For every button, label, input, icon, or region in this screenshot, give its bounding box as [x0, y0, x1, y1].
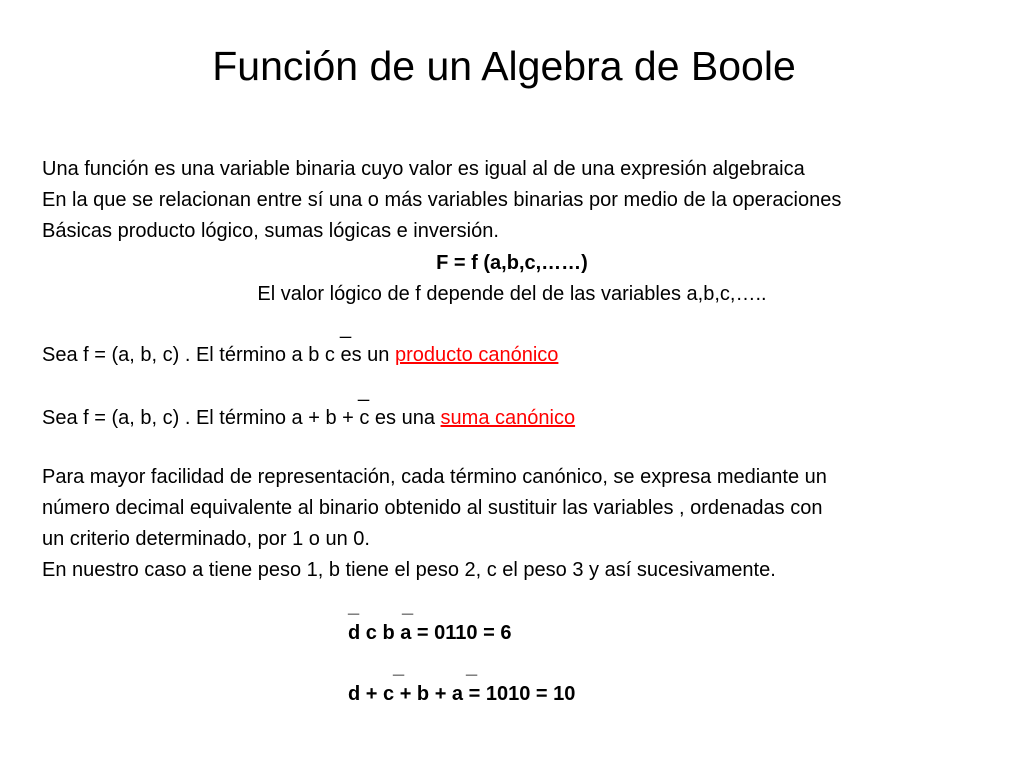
overbar-b-sum: _ [358, 380, 370, 402]
overbar-a-maxterm: _ [466, 656, 478, 678]
paragraph2-line-2: número decimal equivalente al binario obtenido al sustituir las variables , ordenadas con [42, 497, 823, 519]
slide-title: Función de un Algebra de Boole [212, 43, 796, 89]
minterm-example: d c b a = 0110 = 6 [348, 622, 512, 644]
paragraph2-line-1: Para mayor facilidad de representación, cada término canónico, se expresa mediante un [42, 466, 827, 488]
overbar-b-product: _ [340, 317, 352, 339]
maxterm-example: d + c + b + a = 1010 = 10 [348, 683, 576, 705]
formula: F = f (a,b,c,……) [436, 252, 588, 274]
overbar-c-maxterm: _ [393, 656, 405, 678]
product-example-text: Sea f = (a, b, c) . El término a b c es un [42, 344, 395, 366]
paragraph1-line-1: Una función es una variable binaria cuyo valor es igual al de una expresión algebraica [42, 158, 805, 180]
product-example-line [42, 342, 558, 368]
formula-note: El valor lógico de f depende del de las variables a,b,c,….. [257, 283, 767, 305]
sum-example-line [42, 405, 575, 431]
paragraph2-line-4: En nuestro caso a tiene peso 1, b tiene el peso 2, c el peso 3 y así sucesivamente. [42, 559, 776, 581]
paragraph1-line-3: Básicas producto lógico, sumas lógicas e inversión. [42, 220, 499, 242]
overbar-d-minterm: _ [348, 595, 360, 617]
producto-canonico-link[interactable]: producto canónico [394, 344, 559, 366]
suma-canonico-link[interactable]: suma canónico [440, 407, 576, 429]
paragraph2-line-3: un criterio determinado, por 1 o un 0. [42, 528, 370, 550]
paragraph1-line-2: En la que se relacionan entre sí una o más variables binarias por medio de la operaciones [42, 189, 842, 211]
sum-example-text: Sea f = (a, b, c) . El término a + b + c es una [42, 407, 441, 429]
overbar-a-minterm: _ [402, 595, 414, 617]
